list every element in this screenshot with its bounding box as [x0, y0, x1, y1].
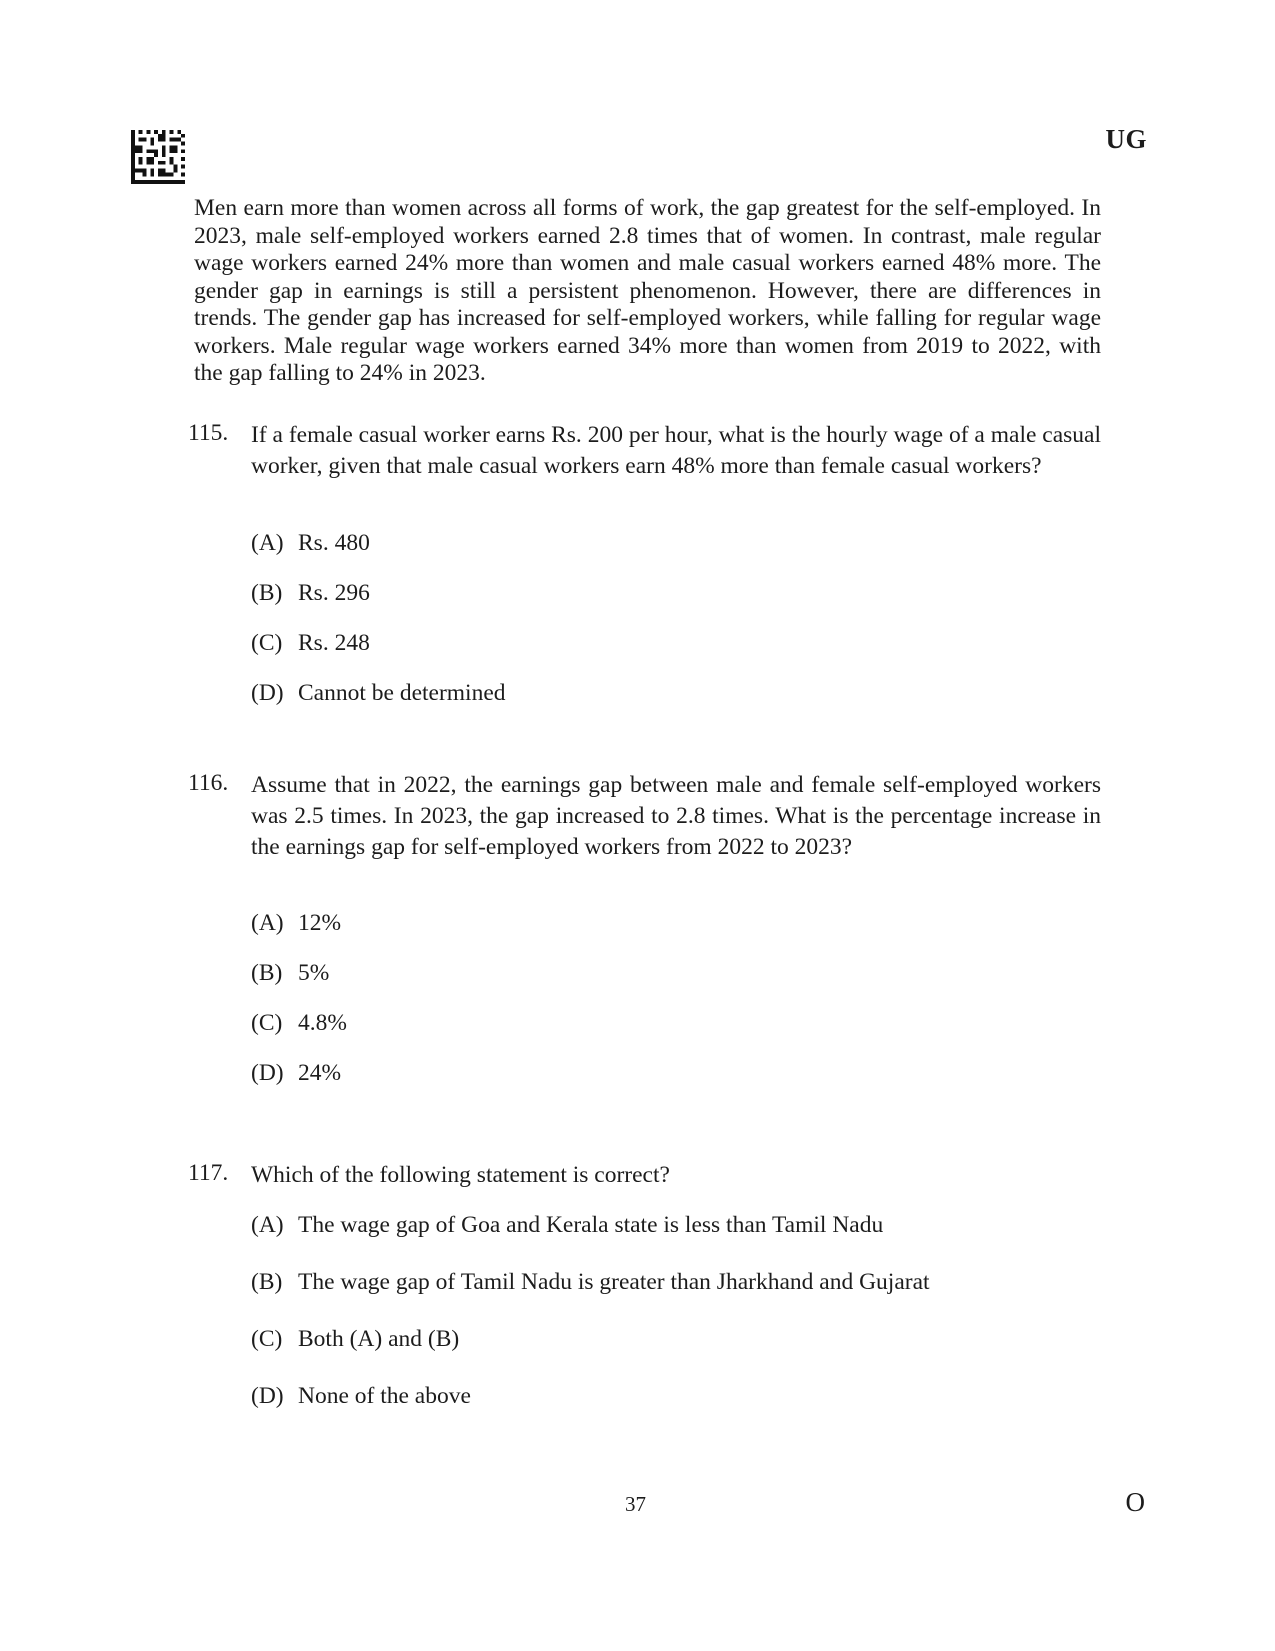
barcode-icon	[130, 130, 186, 184]
option-text: Rs. 480	[298, 530, 370, 556]
option-label: (B)	[251, 580, 283, 606]
question-115	[188, 420, 1101, 706]
option-text: Both (A) and (B)	[298, 1326, 460, 1352]
option-label: (B)	[251, 960, 283, 986]
question-number: 115.	[188, 420, 229, 446]
passage-text: Men earn more than women across all forms of work, the gap greatest for the self-employed. In 2023, male self-employed workers earned 2.8 times that of women. In contrast, male regular wage workers earned 24% more than women and male casual workers earned 48% more. The gender gap in earnings is still a persistent phenomenon. However, there are differences in trends. The gender gap has increased for self-employed workers, while falling for regular wage workers. Male regular wage workers earned 34% more than women from 2019 to 2022, with the gap falling to 24% in 2023.	[194, 195, 1101, 386]
option-text: The wage gap of Tamil Nadu is greater than Jharkhand and Gujarat	[298, 1269, 930, 1295]
option-label: (C)	[251, 1326, 283, 1352]
option-text: None of the above	[298, 1383, 471, 1409]
question-117	[188, 1160, 1101, 1409]
option-a[interactable]	[251, 1212, 883, 1239]
option-text: 4.8%	[298, 1010, 347, 1036]
option-label: (D)	[251, 1383, 284, 1409]
option-d[interactable]	[251, 680, 506, 707]
option-b[interactable]	[251, 1269, 930, 1296]
option-c[interactable]	[251, 1326, 459, 1353]
option-label: (D)	[251, 1060, 284, 1086]
option-c[interactable]	[251, 630, 370, 657]
option-label: (B)	[251, 1269, 283, 1295]
option-label: (D)	[251, 680, 284, 706]
option-label: (A)	[251, 530, 284, 556]
question-number: 116.	[188, 770, 229, 796]
option-text: Cannot be determined	[298, 680, 506, 706]
question-number: 117.	[188, 1160, 229, 1186]
option-label: (C)	[251, 630, 283, 656]
option-d[interactable]	[251, 1383, 471, 1410]
question-text: Which of the following statement is correct?	[251, 1162, 670, 1188]
option-b[interactable]	[251, 580, 370, 607]
option-c[interactable]	[251, 1010, 347, 1037]
question-116	[188, 770, 1101, 1086]
option-text: 24%	[298, 1060, 342, 1086]
option-text: Rs. 296	[298, 580, 370, 606]
option-text: 12%	[298, 910, 342, 936]
page-number: 37	[625, 1492, 646, 1516]
option-b[interactable]	[251, 960, 329, 987]
question-text: Assume that in 2022, the earnings gap between male and female self-employed workers was 2.5 times. In 2023, the gap increased to 2.8 times. What is the percentage increase in the earnings gap for self-employed workers from 2022 to 2023?	[251, 772, 1101, 860]
option-label: (C)	[251, 1010, 283, 1036]
series-code: UG	[1105, 124, 1147, 154]
option-text: 5%	[298, 960, 330, 986]
option-text: The wage gap of Goa and Kerala state is less than Tamil Nadu	[298, 1212, 884, 1238]
booklet-code: O	[1125, 1487, 1145, 1517]
option-label: (A)	[251, 910, 284, 936]
option-text: Rs. 248	[298, 630, 370, 656]
option-a[interactable]	[251, 530, 370, 557]
option-label: (A)	[251, 1212, 284, 1238]
question-text: If a female casual worker earns Rs. 200 per hour, what is the hourly wage of a male casual worker, given that male casual workers earn 48% more than female casual workers?	[251, 422, 1101, 479]
option-d[interactable]	[251, 1060, 341, 1087]
option-a[interactable]	[251, 910, 341, 937]
